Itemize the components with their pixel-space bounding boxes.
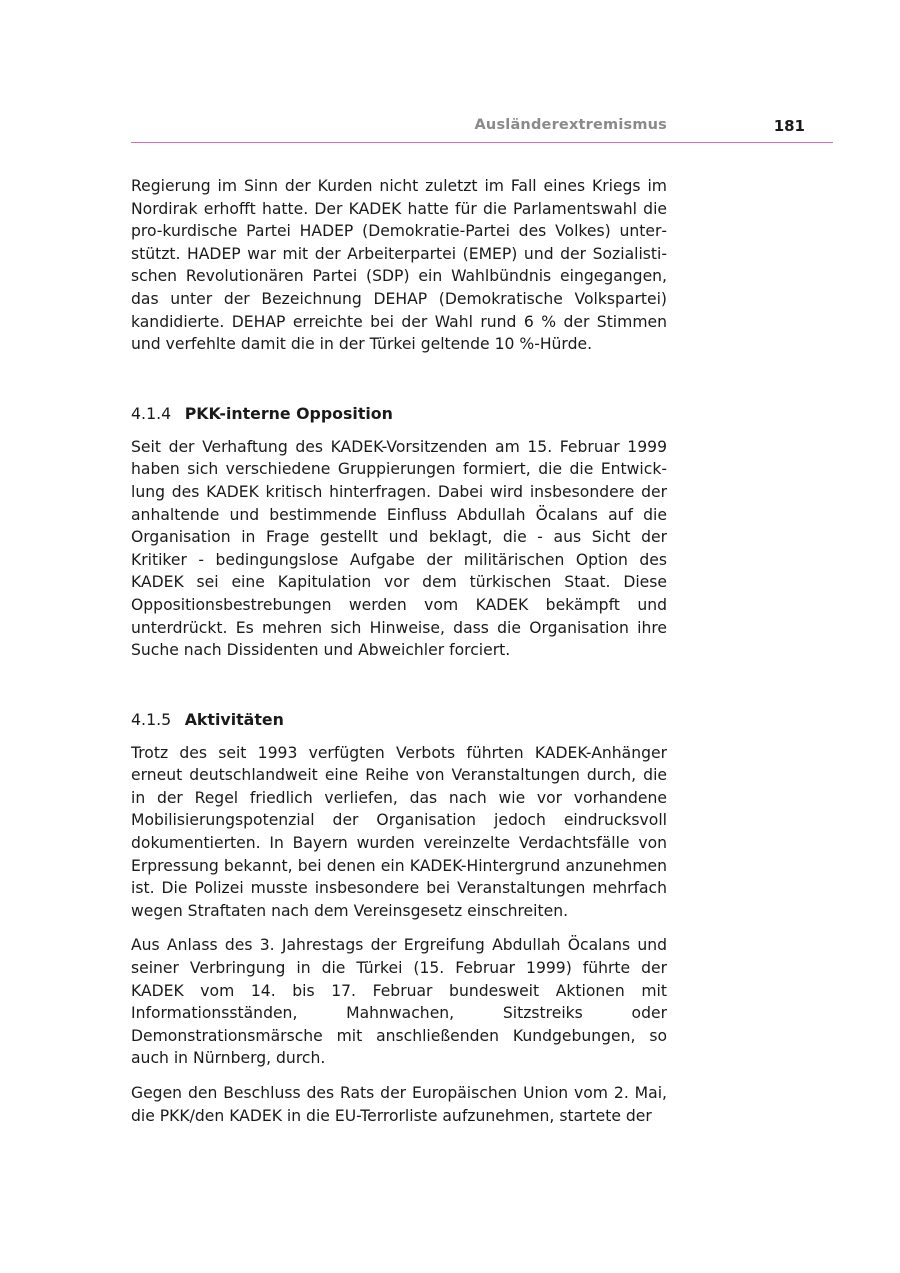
page-number: 181 <box>773 117 805 135</box>
section-heading-pkk-interne-opposition <box>131 402 667 426</box>
page-body <box>131 175 667 1139</box>
section-title: Aktivitäten <box>184 709 284 729</box>
running-title: Ausländerextremismus <box>474 117 667 133</box>
page-header <box>131 114 833 143</box>
section-number: 4.1.4 <box>131 403 172 423</box>
section-number: 4.1.5 <box>131 709 172 729</box>
section-title: PKK-interne Opposition <box>184 403 393 423</box>
paragraph-intro: Regierung im Sinn der Kurden nicht zuletzt im Fall eines Kriegs im Nordirak erhofft hatte. Der KADEK hatte für die Parlamentswahl die pro-kurdische Partei HADEP (Demokratie-Partei des Volkes) unterstützt. HADEP war mit der Arbeiterpartei (EMEP) und der Sozialistischen Revolutionären Partei (SDP) ein Wahlbündnis eingegangen, das unter der Bezeichnung DEHAP (Demokratische Volkspartei) kandidierte. DEHAP erreichte bei der Wahl rund 6 % der Stimmen und verfehlte damit die in der Türkei geltende 10 %-Hürde. <box>131 177 667 354</box>
section-heading-aktivitaeten <box>131 708 667 732</box>
paragraph-aktivitaeten-3: Gegen den Beschluss des Rats der Europäischen Union vom 2. Mai, die PKK/den KADEK in die EU-Terrorliste aufzunehmen, startete der <box>131 1084 667 1125</box>
paragraph-opposition: Seit der Verhaftung des KADEK-Vorsitzenden am 15. Februar 1999 haben sich verschiedene Gruppierungen formiert, die die Entwicklung des KADEK kritisch hinterfragen. Dabei wird insbesondere der anhaltende und bestimmende Einfluss Abdullah Öcalans auf die Organisation in Frage gestellt und beklagt, die - aus Sicht der Kritiker - bedingungslose Aufgabe der militärischen Option des KADEK sei eine Kapitulation vor dem türkischen Staat. Diese Oppositionsbestrebungen werden vom KADEK bekämpft und unterdrückt. Es mehren sich Hinweise, dass die Organisation ihre Suche nach Dissidenten und Abweichler forciert. <box>131 437 667 660</box>
paragraph-aktivitaeten-2: Aus Anlass des 3. Jahrestags der Ergreifung Abdullah Öcalans und seiner Verbringung in die Türkei (15. Februar 1999) führte der KADEK vom 14. bis 17. Februar bundesweit Aktionen mit Informationsständen, Mahnwachen, Sitzstreiks oder Demonstrationsmärsche mit anschließenden Kundgebungen, so auch in Nürnberg, durch. <box>131 936 667 1068</box>
paragraph-aktivitaeten-1: Trotz des seit 1993 verfügten Verbots führten KADEK-Anhänger erneut deutschlandweit eine Reihe von Veranstaltungen durch, die in der Regel friedlich verliefen, das nach wie vor vorhandene Mobilisierungspotenzial der Organisation jedoch eindrucksvoll dokumentierten. In Bayern wurden vereinzelte Verdachtsfälle von Erpressung bekannt, bei denen ein KADEK-Hintergrund anzunehmen ist. Die Polizei musste insbesondere bei Veranstaltungen mehrfach wegen Straftaten nach dem Vereinsgesetz einschreiten. <box>131 743 667 920</box>
